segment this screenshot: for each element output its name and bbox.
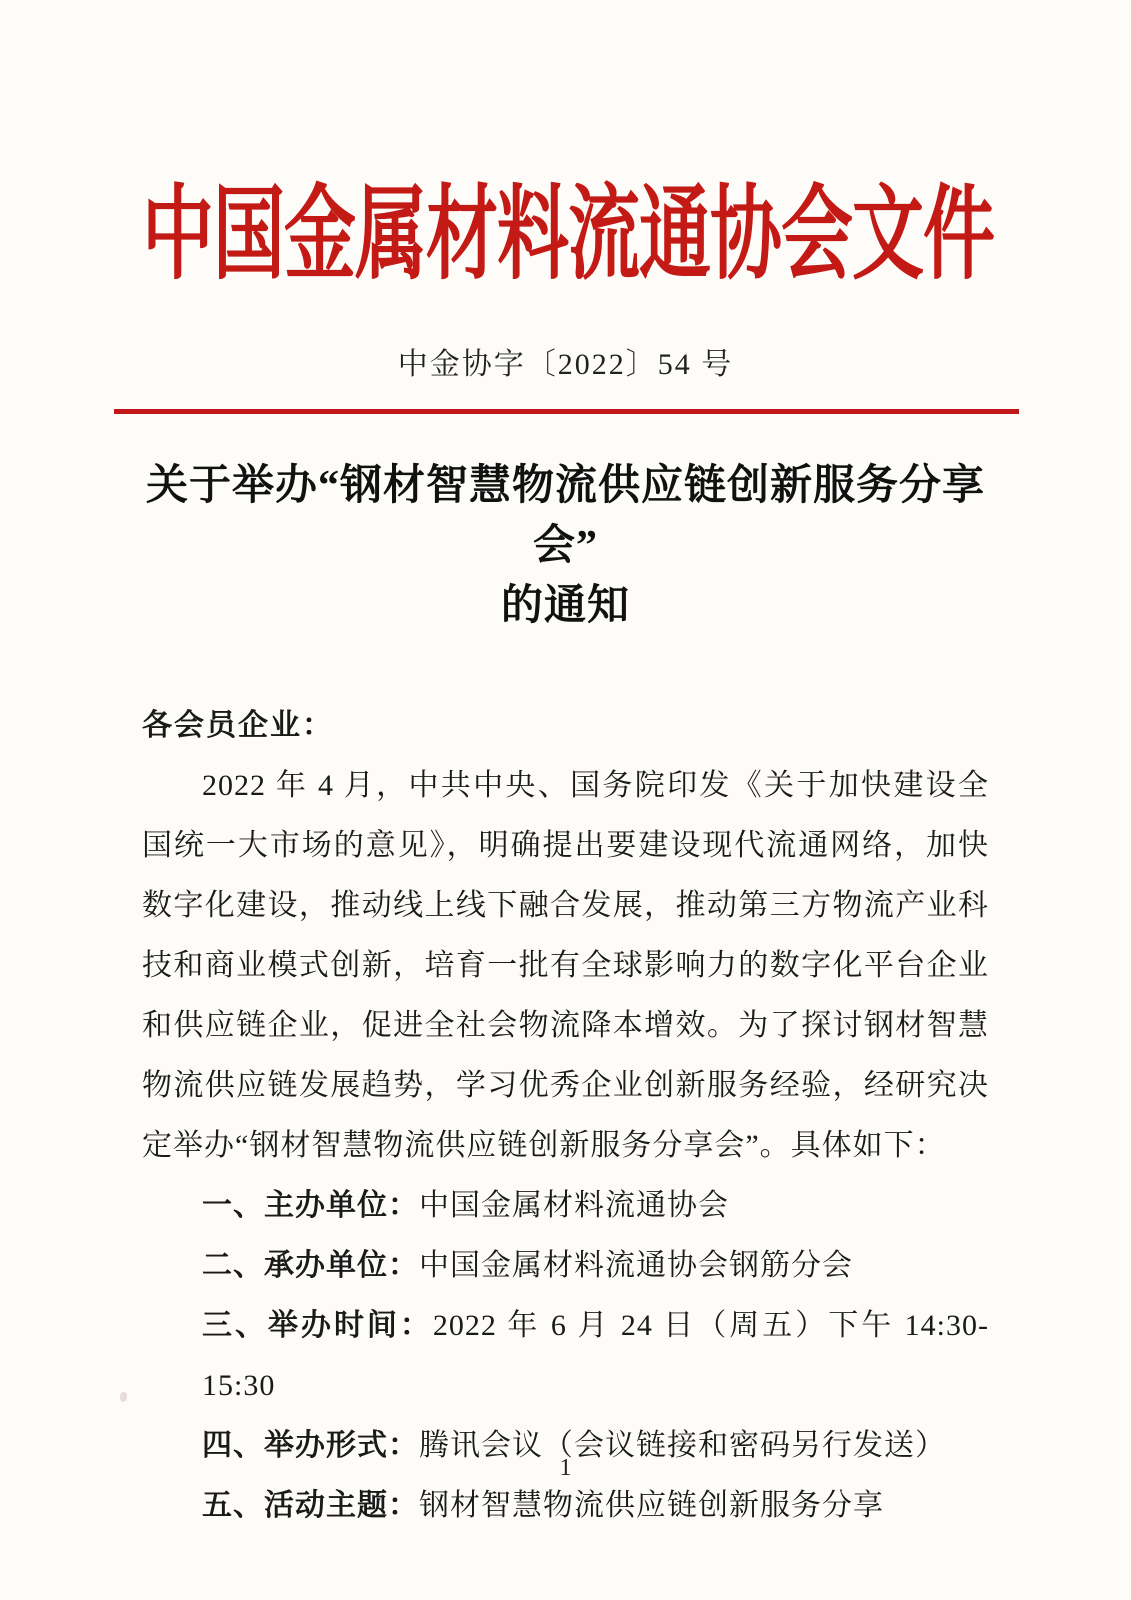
list-item-label: 一、主办单位： (202, 1189, 419, 1222)
list-item-content: 2022 年 6 月 24 日（周五）下午 14:30-15:30 (202, 1309, 990, 1402)
list-item-label: 三、举办时间： (202, 1309, 433, 1342)
list-item-label: 四、举办形式： (202, 1429, 419, 1462)
list-item-host (202, 1176, 989, 1236)
document-title-line2: 的通知 (500, 583, 630, 629)
document-body (142, 696, 989, 1536)
list-item-organizer (202, 1236, 989, 1296)
list-item-label: 五、活动主题： (202, 1489, 419, 1522)
list-item-content: 钢材智慧物流供应链创新服务分享 (419, 1489, 884, 1522)
list-item-content: 腾讯会议（会议链接和密码另行发送） (419, 1429, 946, 1462)
list-item-theme (202, 1476, 989, 1536)
list-item-content: 中国金属材料流通协会 (419, 1189, 729, 1222)
list-item-content: 中国金属材料流通协会钢筋分会 (419, 1249, 853, 1282)
page-number: 1 (559, 1455, 572, 1481)
salutation: 各会员企业： (142, 709, 334, 742)
letterhead-org-title: 中国金属材料流通协会文件 (142, 178, 995, 292)
list-item-time (202, 1296, 989, 1416)
list-item-label: 二、承办单位： (202, 1249, 419, 1282)
document-reference-number: 中金协字〔2022〕54 号 (397, 348, 734, 381)
scan-artifact (120, 1392, 127, 1402)
body-paragraph: 2022 年 4 月，中共中央、国务院印发《关于加快建设全国统一大市场的意见》，明确提出要建设现代流通网络，加快数字化建设，推动线上线下融合发展，推动第三方物流产业科技和商业模式创新，培育一批有全球影响力的数字化平台企业和供应链企业，促进全社会物流降本增效。为了探讨钢材智慧物流供应链发展趋势，学习优秀企业创新服务经验，经研究决定举办“钢材智慧物流供应链创新服务分享会”。具体如下： (142, 769, 989, 1162)
red-divider-rule (114, 409, 1019, 414)
document-title-line1: 关于举办“钢材智慧物流供应链创新服务分享会” (145, 463, 985, 569)
document-title (142, 456, 989, 636)
